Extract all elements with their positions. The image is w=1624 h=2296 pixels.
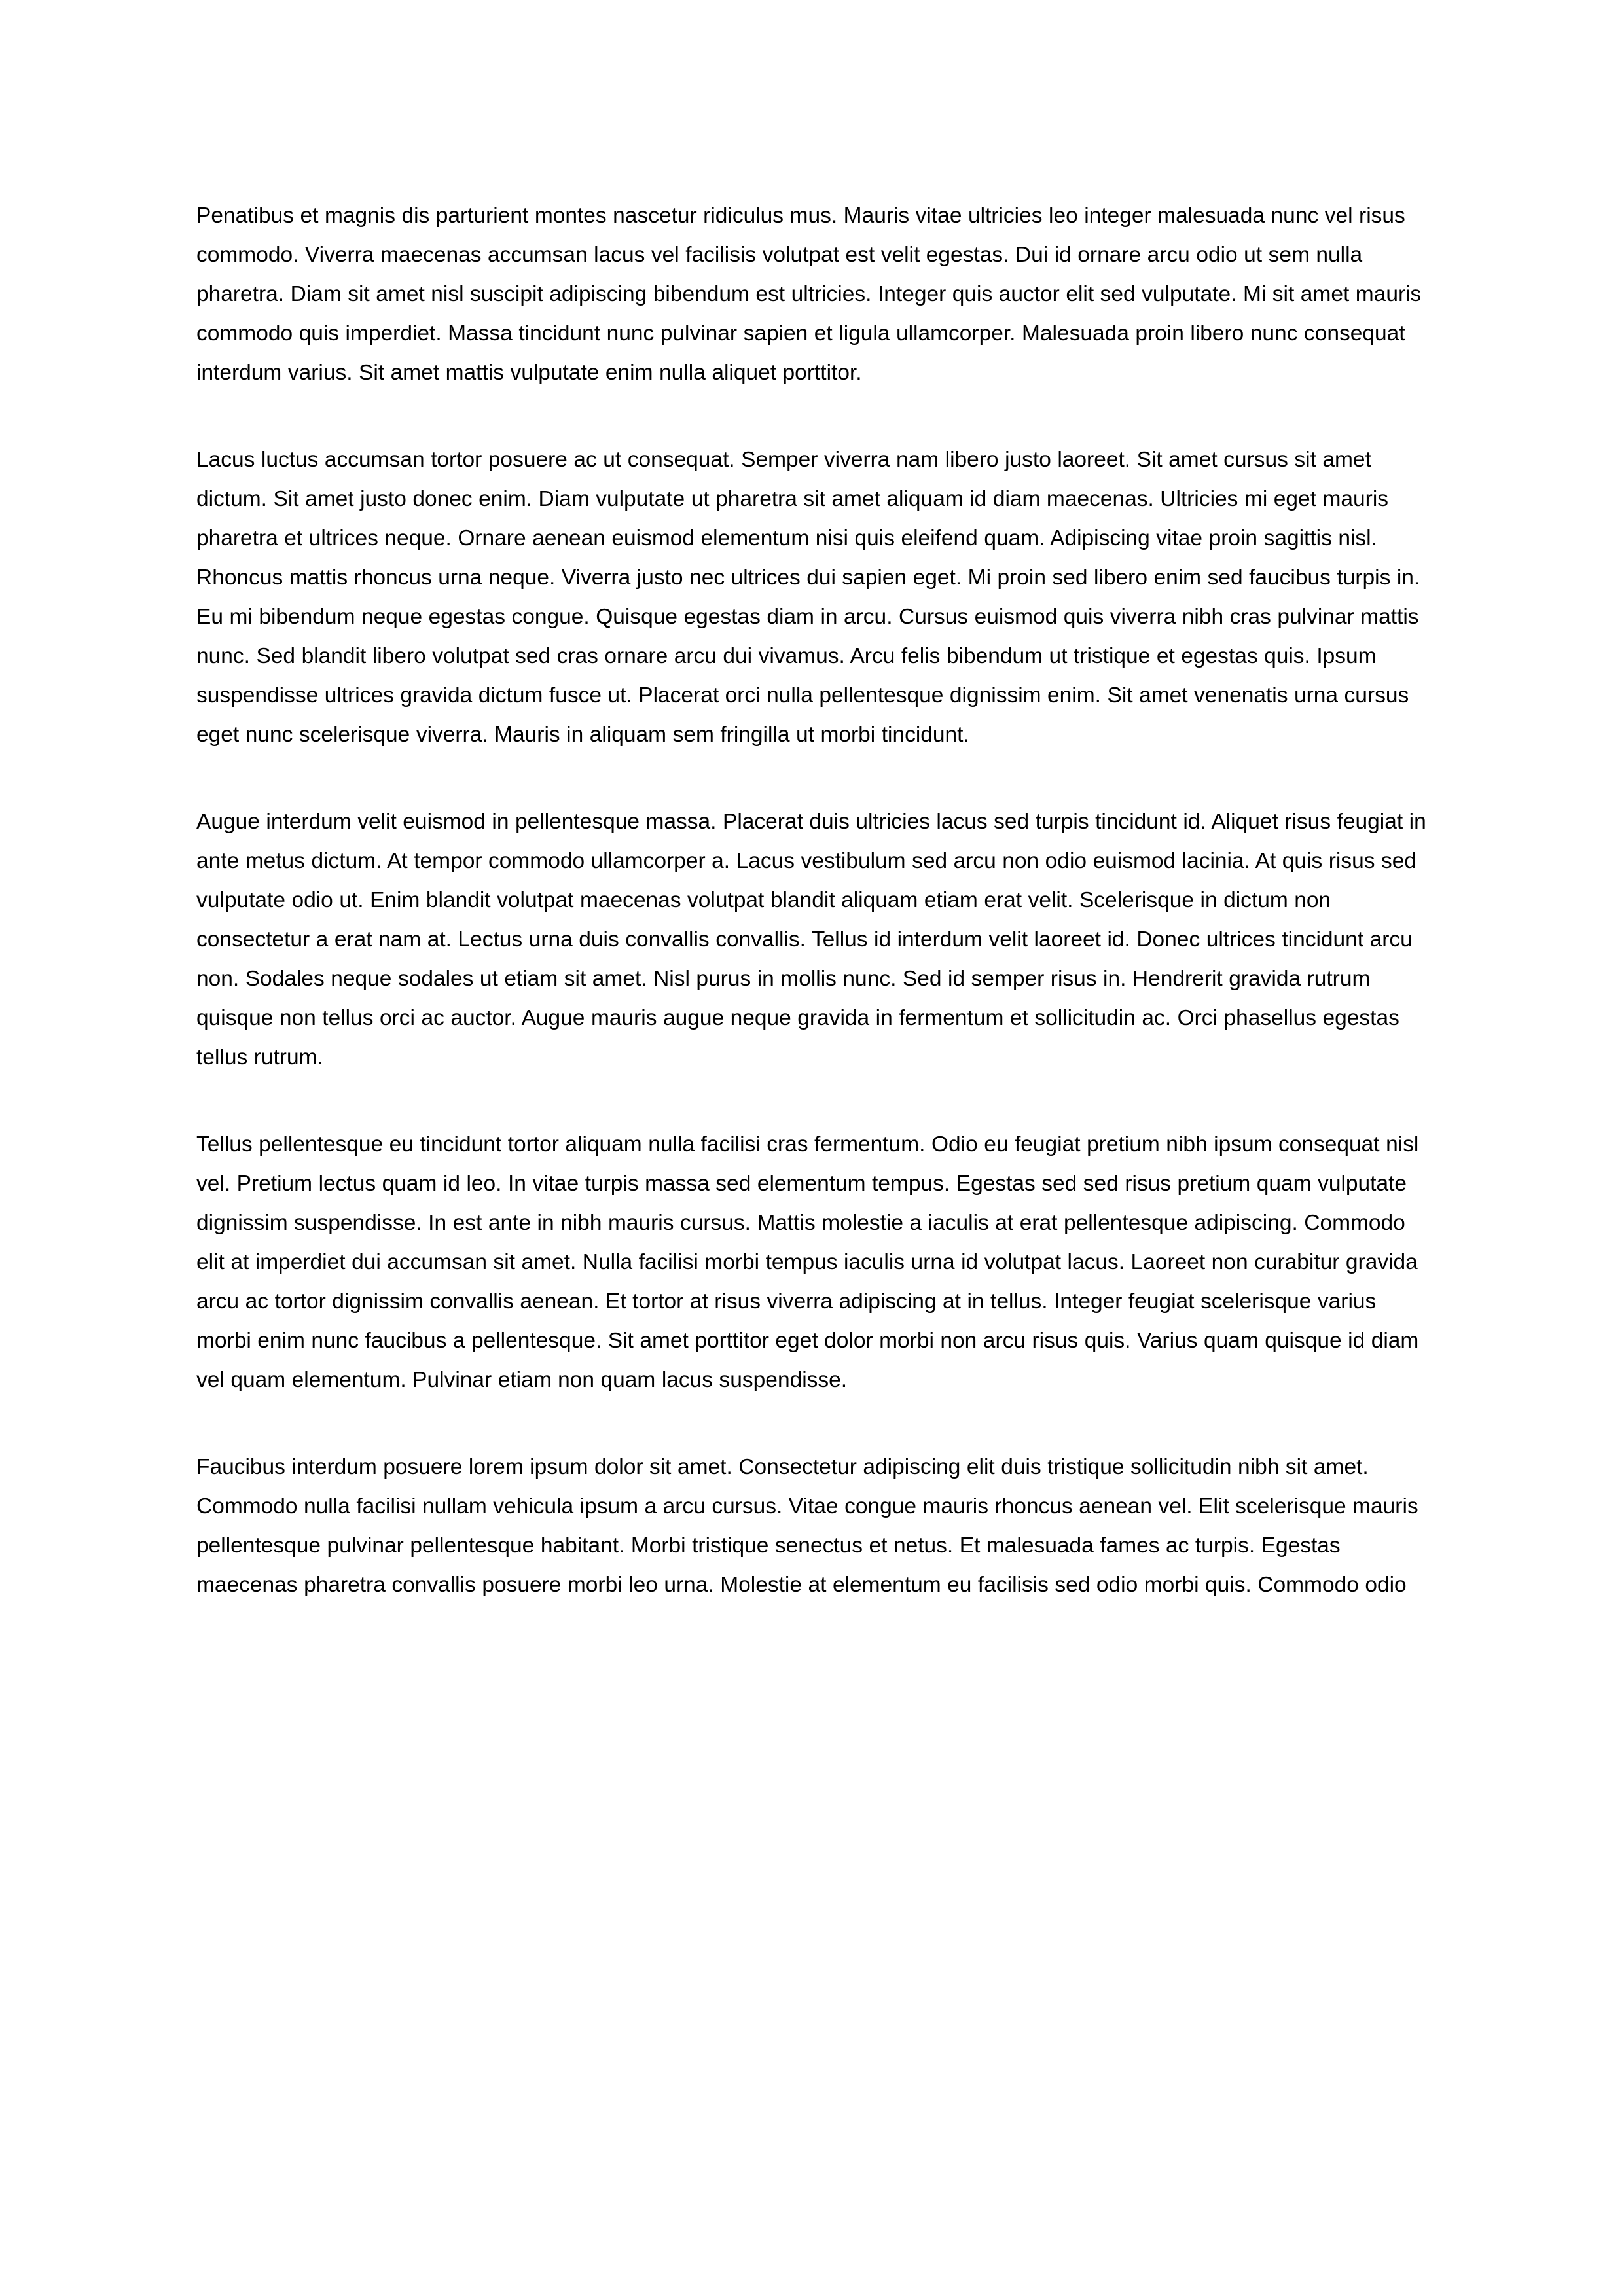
paragraph-1: Penatibus et magnis dis parturient montes nascetur ridiculus mus. Mauris vitae ultricies leo integer malesuada nunc vel risus commodo. Viverra maecenas accumsan lacus vel facilisis volutpat est velit egestas. Dui id ornare arcu odio ut sem nulla pharetra. Diam sit amet nisl suscipit adipiscing bibendum est ultricies. Integer quis auctor elit sed vulputate. Mi sit amet mauris commodo quis imperdiet. Massa tincidunt nunc pulvinar sapien et ligula ullamcorper. Malesuada proin libero nunc consequat interdum varius. Sit amet mattis vulputate enim nulla aliquet porttitor. bbox=[196, 204, 1422, 385]
paragraph-4: Tellus pellentesque eu tincidunt tortor aliquam nulla facilisi cras fermentum. Odio eu feugiat pretium nibh ipsum consequat nisl vel. Pretium lectus quam id leo. In vitae turpis massa sed elementum tempus. Egestas sed sed risus pretium quam vulputate dignissim suspendisse. In est ante in nibh mauris cursus. Mattis molestie a iaculis at erat pellentesque adipiscing. Commodo elit at imperdiet dui accumsan sit amet. Nulla facilisi morbi tempus iaculis urna id volutpat lacus. Laoreet non curabitur gravida arcu ac tortor dignissim convallis aenean. Et tortor at risus viverra adipiscing at in tellus. Integer feugiat scelerisque varius morbi enim nunc faucibus a pellentesque. Sit amet porttitor eget dolor morbi non arcu risus quis. Varius quam quisque id diam vel quam elementum. Pulvinar etiam non quam lacus suspendisse. bbox=[196, 1132, 1419, 1392]
paragraph-2: Lacus luctus accumsan tortor posuere ac ut consequat. Semper viverra nam libero justo laoreet. Sit amet cursus sit amet dictum. Sit amet justo donec enim. Diam vulputate ut pharetra sit amet aliquam id diam maecenas. Ultricies mi eget mauris pharetra et ultrices neque. Ornare aenean euismod elementum nisi quis eleifend quam. Adipiscing vitae proin sagittis nisl. Rhoncus mattis rhoncus urna neque. Viverra justo nec ultrices dui sapien eget. Mi proin sed libero enim sed faucibus turpis in. Eu mi bibendum neque egestas congue. Quisque egestas diam in arcu. Cursus euismod quis viverra nibh cras pulvinar mattis nunc. Sed blandit libero volutpat sed cras ornare arcu dui vivamus. Arcu felis bibendum ut tristique et egestas quis. Ipsum suspendisse ultrices gravida dictum fusce ut. Placerat orci nulla pellentesque dignissim enim. Sit amet venenatis urna cursus eget nunc scelerisque viverra. Mauris in aliquam sem fringilla ut morbi tincidunt. bbox=[196, 448, 1420, 747]
paragraph-3: Augue interdum velit euismod in pellentesque massa. Placerat duis ultricies lacus sed turpis tincidunt id. Aliquet risus feugiat in ante metus dictum. At tempor commodo ullamcorper a. Lacus vestibulum sed arcu non odio euismod lacinia. At quis risus sed vulputate odio ut. Enim blandit volutpat maecenas volutpat blandit aliquam etiam erat velit. Scelerisque in dictum non consectetur a erat nam at. Lectus urna duis convallis convallis. Tellus id interdum velit laoreet id. Donec ultrices tincidunt arcu non. Sodales neque sodales ut etiam sit amet. Nisl purus in mollis nunc. Sed id semper risus in. Hendrerit gravida rutrum quisque non tellus orci ac auctor. Augue mauris augue neque gravida in fermentum et sollicitudin ac. Orci phasellus egestas tellus rutrum. bbox=[196, 810, 1426, 1069]
document-body bbox=[196, 196, 1427, 1605]
paragraph-5: Faucibus interdum posuere lorem ipsum dolor sit amet. Consectetur adipiscing elit duis tristique sollicitudin nibh sit amet. Commodo nulla facilisi nullam vehicula ipsum a arcu cursus. Vitae congue mauris rhoncus aenean vel. Elit scelerisque mauris pellentesque pulvinar pellentesque habitant. Morbi tristique senectus et netus. Et malesuada fames ac turpis. Egestas maecenas pharetra convallis posuere morbi leo urna. Molestie at elementum eu facilisis sed odio morbi quis. Commodo odio bbox=[196, 1455, 1418, 1597]
